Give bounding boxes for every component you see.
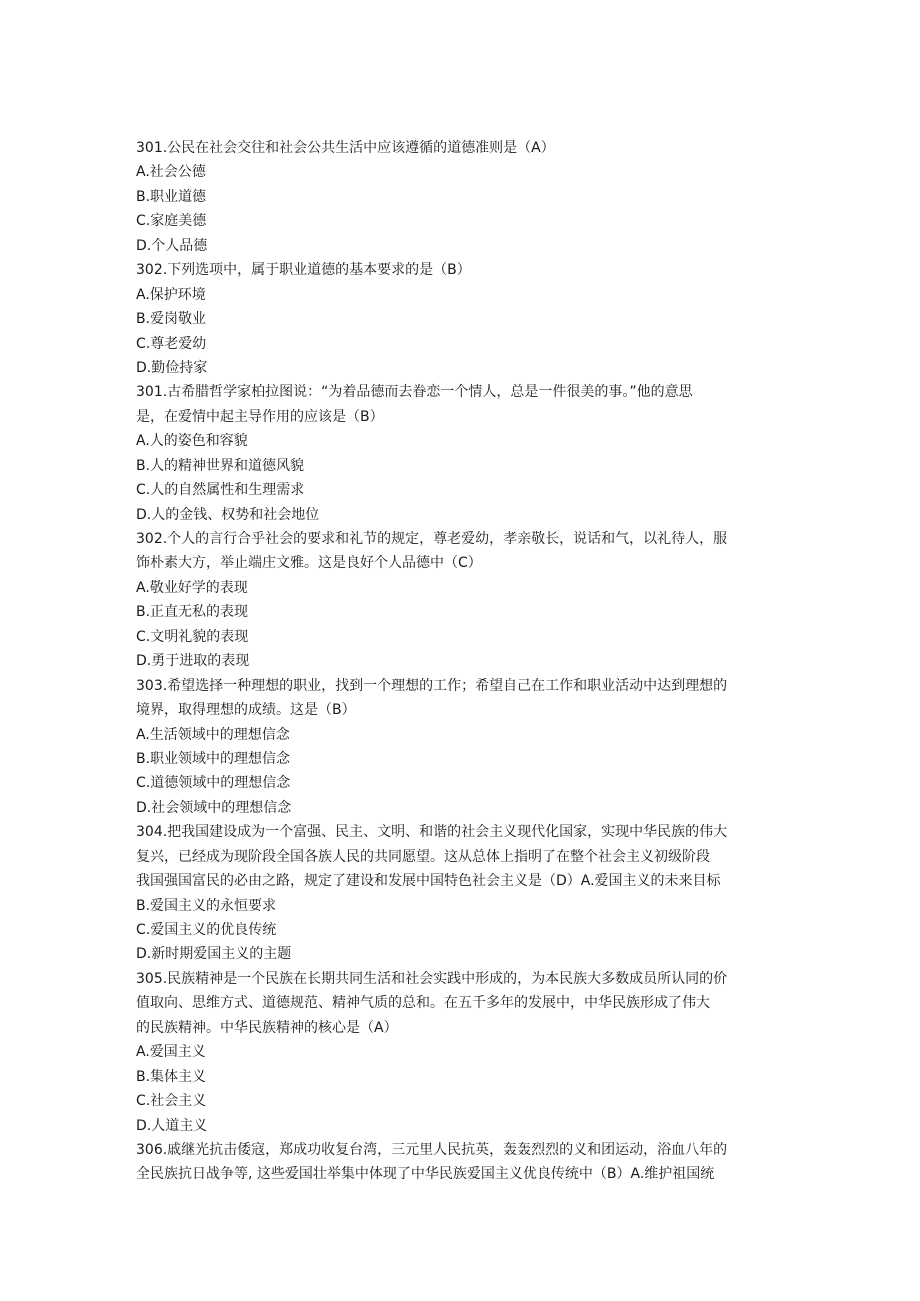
option-c: C.文明礼貌的表现 [136, 628, 249, 645]
option-c: C.人的自然属性和生理需求 [136, 482, 305, 499]
option-d: D.个人品德 [136, 237, 208, 254]
question-301-plato-stem: 301.古希腊哲学家柏拉图说：“为着品德而去眷恋一个情人，总是一件很美的事。”他的意思 [136, 384, 693, 401]
option-a: A.保护环境 [136, 286, 206, 303]
question-304-stem: 304.把我国建设成为一个富强、民主、文明、和谐的社会主义现代化国家，实现中华民族的伟大 [136, 824, 728, 841]
question-302-manners-stem-cont: 饰朴素大方，举止端庄文雅。这是良好个人品德中（C） [136, 555, 482, 572]
option-b: B.正直无私的表现 [136, 604, 249, 621]
question-305-stem-cont: 的民族精神。中华民族精神的核心是（A） [136, 1019, 398, 1036]
option-d: D.社会领域中的理想信念 [136, 799, 292, 816]
question-304-stem-cont: 复兴，已经成为现阶段全国各族人民的共同愿望。这从总体上指明了在整个社会主义初级阶段 [136, 848, 710, 865]
question-301-plato-stem-cont: 是，在爱情中起主导作用的应该是（B） [136, 408, 384, 425]
option-a: A.生活领域中的理想信念 [136, 726, 290, 743]
option-a: A.社会公德 [136, 164, 206, 181]
option-b: B.职业领域中的理想信念 [136, 750, 291, 767]
question-305-stem: 305.民族精神是一个民族在长期共同生活和社会实践中形成的，为本民族大多数成员所认同的价 [136, 970, 728, 987]
option-b: B.人的精神世界和道德风貌 [136, 457, 305, 474]
question-306-stem: 306.戚继光抗击倭寇，郑成功收复台湾，三元里人民抗英，轰轰烈烈的义和团运动，浴血八年的 [136, 1141, 728, 1158]
option-c: C.道德领域中的理想信念 [136, 775, 291, 792]
question-302-manners-stem: 302.个人的言行合乎社会的要求和礼节的规定，尊老爱幼，孝亲敬长，说话和气，以礼待人，服 [136, 531, 728, 547]
option-a: A.爱国主义 [136, 1044, 206, 1061]
option-b: B.爱岗敬业 [136, 311, 207, 328]
question-306-stem-cont-option-a: 全民族抗日战争等, 这些爱国壮举集中体现了中华民族爱国主义优良传统中（B）A.维护祖国统 [136, 1166, 715, 1183]
question-305-stem-cont: 值取向、思维方式、道德规范、精神气质的总和。在五千多年的发展中，中华民族形成了伟大 [136, 995, 710, 1012]
option-d: D.人道主义 [136, 1117, 208, 1134]
option-d: D.新时期爱国主义的主题 [136, 946, 292, 963]
option-c: C.爱国主义的优良传统 [136, 922, 277, 938]
question-303-stem-cont: 境界，取得理想的成绩。这是（B） [136, 702, 356, 719]
question-301-stem: 301.公民在社会交往和社会公共生活中应该遵循的道德准则是（A） [136, 140, 555, 156]
option-d: D.人的金钱、权势和社会地位 [136, 506, 320, 523]
option-c: C.尊老爱幼 [136, 335, 207, 352]
document-body [136, 136, 786, 1187]
question-303-stem: 303.希望选择一种理想的职业，找到一个理想的工作；希望自己在工作和职业活动中达到理想的 [136, 677, 728, 694]
option-c: C.家庭美德 [136, 213, 207, 230]
option-d: D.勇于进取的表现 [136, 653, 250, 670]
option-a: A.人的姿色和容貌 [136, 433, 248, 450]
option-d: D.勤俭持家 [136, 359, 208, 376]
option-b: B.职业道德 [136, 188, 207, 205]
option-c: C.社会主义 [136, 1093, 207, 1110]
question-302-stem: 302.下列选项中，属于职业道德的基本要求的是（B） [136, 262, 471, 279]
option-a: A.敬业好学的表现 [136, 579, 248, 596]
option-b: B.爱国主义的永恒要求 [136, 897, 277, 914]
question-304-stem-cont-option-a: 我国强国富民的必由之路，规定了建设和发展中国特色社会主义是（D）A.爱国主义的未来目标 [136, 873, 721, 890]
option-b: B.集体主义 [136, 1068, 207, 1085]
